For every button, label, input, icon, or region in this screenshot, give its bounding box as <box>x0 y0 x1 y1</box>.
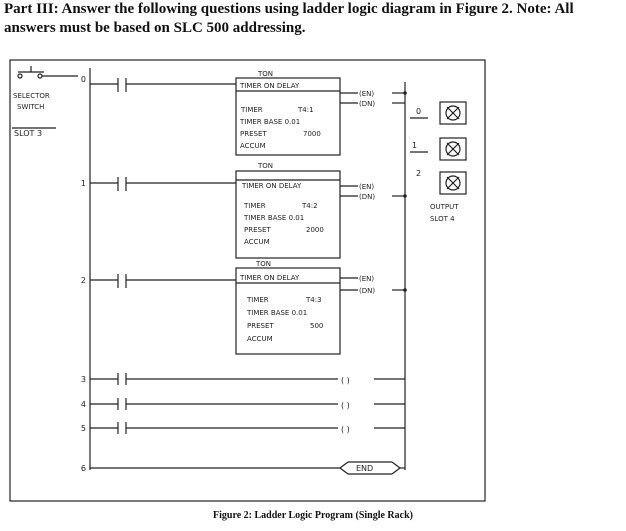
slot-3-label: SLOT 3 <box>14 129 43 138</box>
rung-number-5: 5 <box>80 424 86 433</box>
rung-number-6: 6 <box>80 464 86 473</box>
end-instruction: END <box>356 464 374 473</box>
rung-number-3: 3 <box>80 375 86 384</box>
timer-2-base: TIMER BASE 0.01 <box>247 309 308 317</box>
timer-1-base: TIMER BASE 0.01 <box>244 214 305 222</box>
selector-label: SELECTOR <box>13 92 50 100</box>
coil-rung5: ( ) <box>341 425 350 434</box>
header-line-1: Part III: Answer the following questions using ladder logic diagram in Figure 2. Note: All <box>4 1 574 17</box>
rung-number-2: 2 <box>80 276 86 285</box>
timer-1-en: (EN) <box>359 183 375 191</box>
timer-0-base: TIMER BASE 0.01 <box>240 118 301 126</box>
timer-1-accum: ACCUM <box>244 238 270 246</box>
selector-switch-icon <box>18 66 78 78</box>
timer-0-dn: (DN) <box>359 100 376 108</box>
timer-1-tag: TON <box>258 162 274 170</box>
output-label: OUTPUT <box>430 203 459 211</box>
timer-1-timer-label: TIMER <box>244 202 266 210</box>
figure-caption: Figure 2: Ladder Logic Program (Single Rack) <box>213 510 413 521</box>
timer-1-preset-value: 2000 <box>306 226 324 234</box>
timer-1-preset-label: PRESET <box>244 226 271 234</box>
rung-number-1: 1 <box>80 179 86 188</box>
timer-1-address: T4:2 <box>302 202 318 210</box>
lamp-0-icon <box>440 102 466 124</box>
timer-0-address: T4:1 <box>298 106 314 114</box>
timer-0-timer-label: TIMER <box>241 106 263 114</box>
timer-1-title: TIMER ON DELAY <box>242 182 302 190</box>
coil-rung4: ( ) <box>341 401 350 410</box>
header-line-2: answers must be based on SLC 500 addressing. <box>4 20 306 36</box>
rung-number-4: 4 <box>80 400 86 409</box>
slot-4-label: SLOT 4 <box>430 215 455 223</box>
switch-label: SWITCH <box>17 103 45 111</box>
timer-1-dn: (DN) <box>359 193 376 201</box>
timer-2-accum: ACCUM <box>247 335 273 343</box>
timer-0-accum: ACCUM <box>240 142 266 150</box>
timer-0-title: TIMER ON DELAY <box>240 82 300 90</box>
timer-0-en: (EN) <box>359 90 375 98</box>
timer-2-timer-label: TIMER <box>247 296 269 304</box>
timer-2-dn: (DN) <box>359 287 376 295</box>
timer-2-preset-label: PRESET <box>247 322 274 330</box>
rung-number-0: 0 <box>80 75 86 84</box>
lamp-number-1: 1 <box>412 141 418 150</box>
lamp-number-0: 0 <box>416 107 422 116</box>
timer-0-preset-label: PRESET <box>240 130 267 138</box>
lamp-2-icon <box>440 172 466 194</box>
timer-2-preset-value: 500 <box>310 322 324 330</box>
coil-rung3: ( ) <box>341 376 350 385</box>
timer-0-preset-value: 7000 <box>303 130 321 138</box>
timer-0-tag: TON <box>258 70 274 78</box>
lamp-1-icon <box>440 138 466 160</box>
timer-2-title: TIMER ON DELAY <box>240 274 300 282</box>
timer-2-tag: TON <box>256 260 272 268</box>
lamp-number-2: 2 <box>416 169 422 178</box>
timer-2-en: (EN) <box>359 275 375 283</box>
timer-2-address: T4:3 <box>306 296 322 304</box>
